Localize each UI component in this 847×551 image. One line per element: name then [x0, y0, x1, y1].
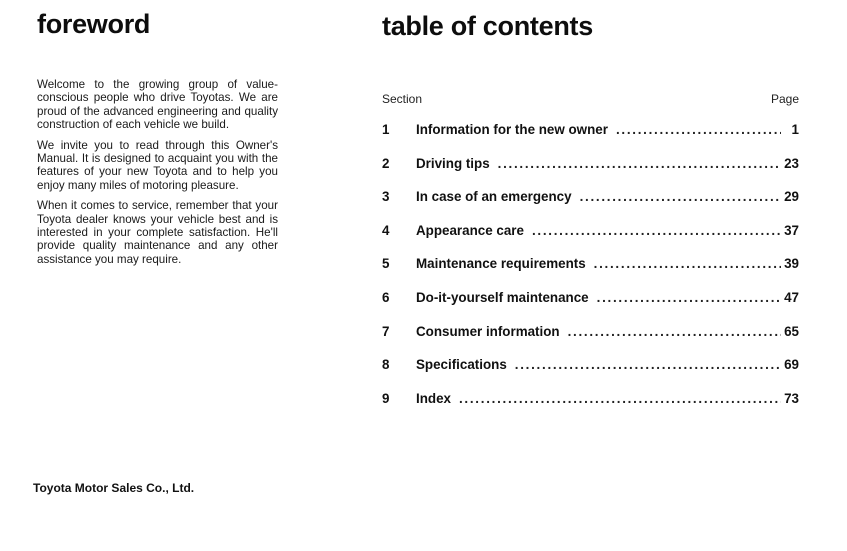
toc-entry-page: 73 — [784, 390, 799, 406]
foreword-title: foreword — [37, 9, 151, 39]
toc-title: table of contents — [382, 11, 593, 41]
foreword-paragraph: We invite you to read through this Owner's Manual. It is designed to acquaint you with the features of your new Toyota and to help you enjoy many miles of motoring pleasure. — [37, 138, 278, 192]
toc-entry-page: 39 — [784, 256, 799, 272]
toc-entry-title: Information for the new owner — [416, 122, 608, 137]
company-name: Toyota Motor Sales Co., Ltd. — [33, 481, 195, 495]
toc-entry-title: Do-it-yourself maintenance — [416, 289, 589, 305]
toc-entry-number: 1 — [382, 122, 390, 137]
toc-entry-title: In case of an emergency — [416, 189, 572, 205]
toc-entry-page: 37 — [784, 222, 799, 238]
toc-entry[interactable] — [382, 122, 799, 156]
toc-entry-number: 3 — [382, 189, 390, 205]
foreword-body — [37, 78, 278, 273]
toc-entry-number: 8 — [382, 357, 390, 373]
toc-entry-page: 65 — [784, 323, 799, 339]
toc-entry-number: 5 — [382, 256, 390, 272]
toc-dot-leader — [594, 256, 781, 271]
toc-dot-leader — [498, 156, 781, 171]
toc-dot-leader — [597, 290, 781, 305]
toc-dot-leader — [515, 357, 781, 372]
toc-entry[interactable] — [382, 189, 799, 223]
toc-dot-leader — [616, 122, 781, 137]
toc-entry-number: 2 — [382, 155, 390, 171]
toc-list — [382, 122, 799, 424]
toc-dot-leader — [459, 391, 781, 406]
toc-entry-title: Maintenance requirements — [416, 256, 586, 272]
toc-entry-title: Index — [416, 390, 451, 406]
toc-dot-leader — [580, 189, 781, 204]
toc-entry[interactable] — [382, 256, 799, 290]
toc-entry[interactable] — [382, 324, 799, 358]
toc-entry[interactable] — [382, 156, 799, 190]
toc-entry-page: 29 — [784, 189, 799, 205]
toc-entry-title: Appearance care — [416, 222, 524, 238]
toc-entry-page: 1 — [791, 122, 799, 137]
toc-entry-title: Specifications — [416, 357, 507, 373]
toc-entry-page: 47 — [784, 289, 799, 305]
toc-entry[interactable] — [382, 357, 799, 391]
toc-entry-number: 7 — [382, 323, 390, 339]
toc-section-label: Section — [382, 92, 423, 106]
toc-dot-leader — [568, 324, 781, 339]
toc-dot-leader — [532, 223, 781, 238]
foreword-paragraph: When it comes to service, remember that your Toyota dealer knows your vehicle best and is interested in your complete satisfaction. He'll provide quality maintenance and any other assistance you may require. — [37, 199, 278, 266]
toc-entry-number: 9 — [382, 390, 390, 406]
toc-page-label: Page — [770, 92, 799, 106]
toc-entry-number: 6 — [382, 289, 390, 305]
toc-entry-title: Consumer information — [416, 323, 560, 339]
toc-entry-page: 23 — [784, 155, 799, 171]
toc-entry[interactable] — [382, 223, 799, 257]
toc-entry-number: 4 — [382, 222, 390, 238]
foreword-paragraph: Welcome to the growing group of value-conscious people who drive Toyotas. We are proud of the advanced engineering and quality construction of each vehicle we build. — [37, 78, 278, 132]
toc-entry[interactable] — [382, 290, 799, 324]
toc-entry[interactable] — [382, 391, 799, 425]
toc-entry-page: 69 — [784, 357, 799, 373]
toc-entry-title: Driving tips — [416, 155, 490, 171]
